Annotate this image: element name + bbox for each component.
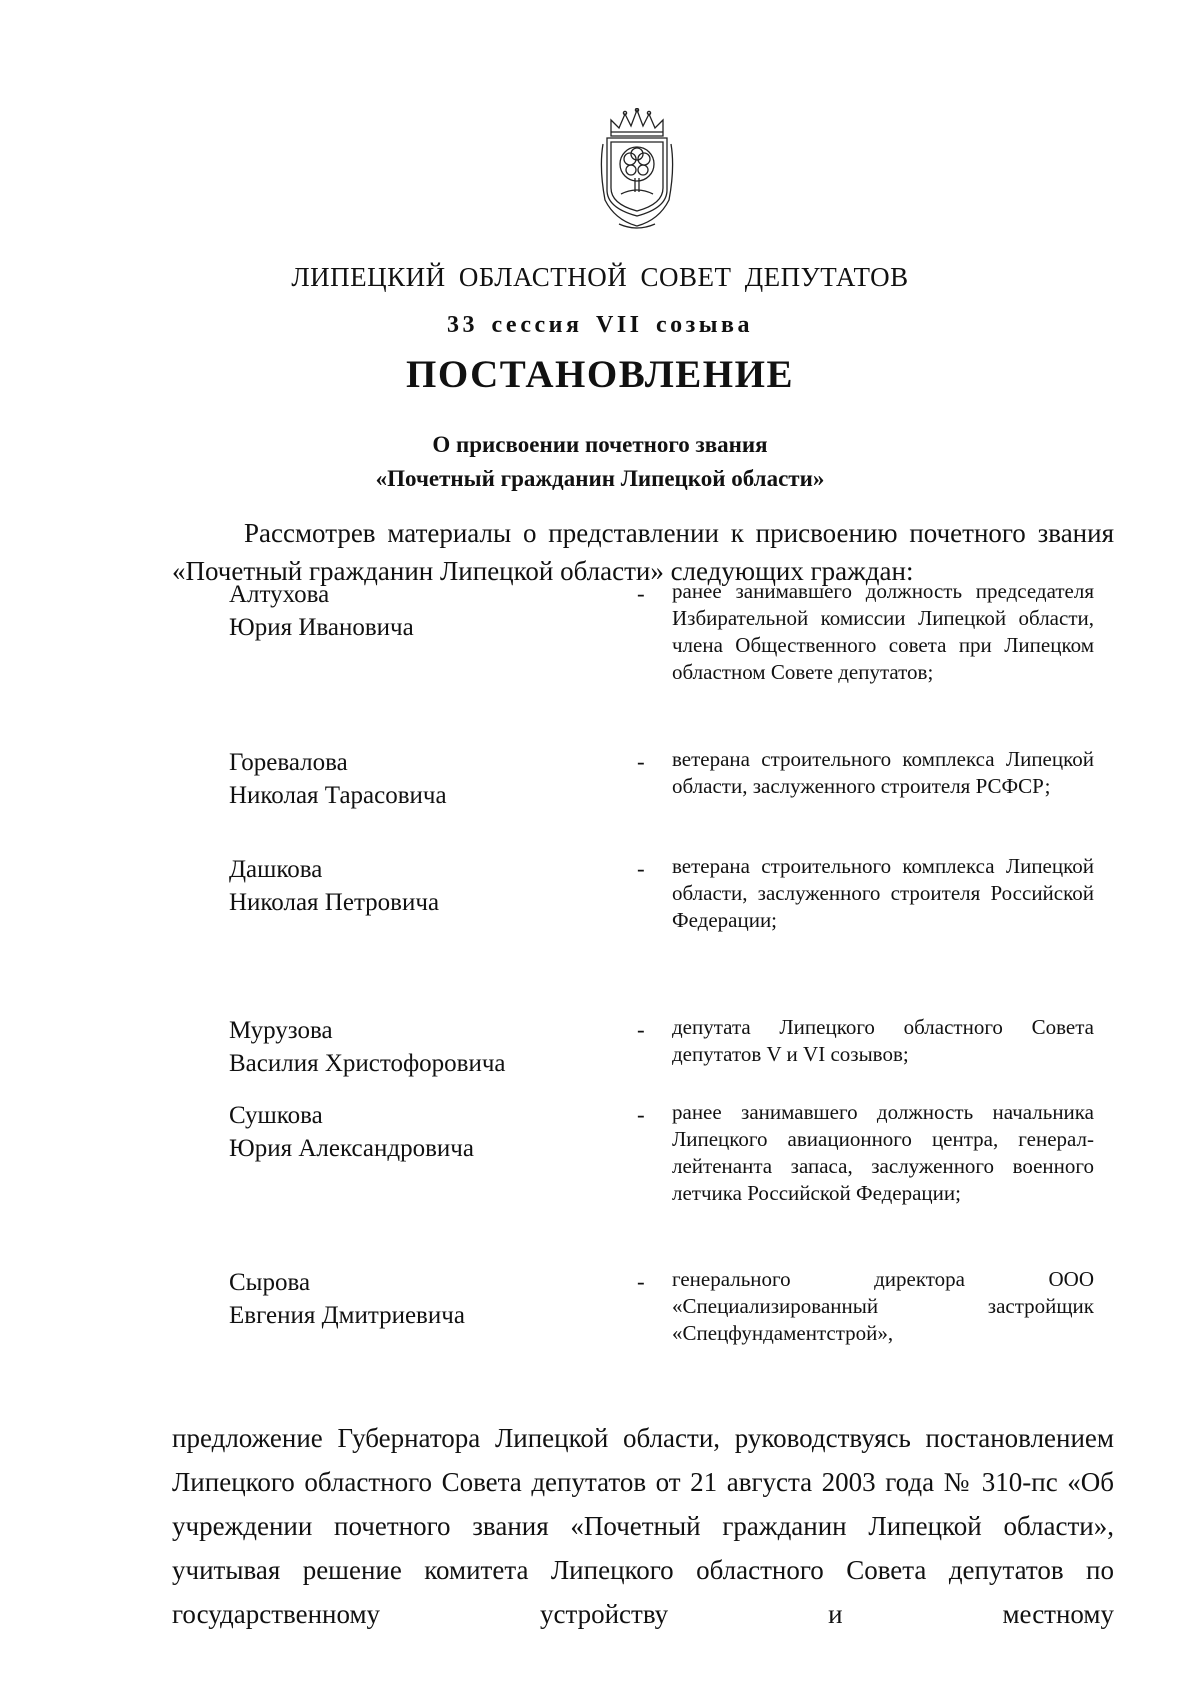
nominee-description: генерального директора ООО «Специализированный застройщик «Спецфундаментстрой»,: [672, 1267, 1094, 1345]
nominee-dash: -: [637, 1017, 645, 1042]
nominee-description: ранее занимавшего должность председателя Избирательной комиссии Липецкой области, члена Общественного совета при Липецком областном Совете депутатов;: [672, 579, 1094, 684]
nominee-name: [229, 1266, 465, 1332]
nominee-name: [229, 578, 414, 644]
session-label: 33 сессия VII созыва: [446, 312, 753, 338]
nominee-dash: -: [637, 856, 645, 881]
nominee-given-names: Николая Тарасовича: [229, 782, 447, 809]
document-type-title: ПОСТАНОВЛЕНИЕ: [405, 353, 794, 396]
nominee-given-names: Юрия Ивановича: [229, 614, 414, 641]
nominee-description: ветерана строительного комплекса Липецкой области, заслуженного строителя Российской Федерации;: [672, 854, 1094, 932]
nominee-name: [229, 746, 447, 812]
nominee-dash: -: [637, 581, 645, 606]
nominee-dash: -: [637, 1102, 645, 1127]
nominee-name: [229, 853, 439, 919]
nominee-name: [229, 1014, 506, 1080]
nominee-surname: Алтухова: [229, 581, 330, 608]
nominee-entry: [0, 1099, 1200, 1219]
nominee-surname: Мурузова: [229, 1017, 333, 1044]
nominee-given-names: Евгения Дмитриевича: [229, 1302, 465, 1329]
nominee-description: ранее занимавшего должность начальника Липецкого авиационного центра, генерал-лейтенанта запаса, заслуженного военного летчика Российской Федерации;: [672, 1100, 1094, 1205]
intro-text: Рассмотрев материалы о представлении к присвоению почетного звания «Почетный гражданин Липецкой области» следующих граждан:: [172, 518, 1114, 586]
nominee-surname: Горевалова: [229, 749, 348, 776]
nominee-dash: -: [637, 749, 645, 774]
nominee-surname: Дашкова: [229, 856, 323, 883]
nominee-given-names: Николая Петровича: [229, 889, 440, 916]
nominee-surname: Сырова: [229, 1269, 311, 1296]
subject-line-2: «Почетный гражданин Липецкой области»: [375, 466, 825, 491]
nominee-entry: [0, 578, 1200, 698]
nominee-entry: [0, 853, 1200, 973]
closing-paragraph: предложение Губернатора Липецкой области, руководствуясь постановлением Липецкого областного Совета депутатов от 21 августа 2003 года № 310-пс «Об учреждении почетного звания «Почетный гражданин Липецкой области», учитывая решение комитета Липецкого областного Совета депутатов по государственному устройству и местному: [172, 1423, 1114, 1629]
document-subject: [0, 428, 1200, 496]
coat-of-arms-icon: [597, 108, 678, 233]
nominee-description: депутата Липецкого областного Совета депутатов V и VI созывов;: [672, 1015, 1094, 1066]
organization-name: ЛИПЕЦКИЙ ОБЛАСТНОЙ СОВЕТ ДЕПУТАТОВ: [291, 262, 909, 292]
nominee-entry: [0, 746, 1200, 866]
nominee-surname: Сушкова: [229, 1102, 323, 1129]
coat-of-arms-emblem: [597, 108, 678, 233]
nominee-description: ветерана строительного комплекса Липецкой области, заслуженного строителя РСФСР;: [672, 747, 1094, 798]
nominee-given-names: Василия Христофоровича: [229, 1050, 506, 1077]
nominee-given-names: Юрия Александровича: [229, 1135, 474, 1162]
nominee-name: [229, 1099, 474, 1165]
nominee-entry: [0, 1266, 1200, 1386]
subject-line-1: О присвоении почетного звания: [432, 432, 768, 457]
nominee-dash: -: [637, 1269, 645, 1294]
